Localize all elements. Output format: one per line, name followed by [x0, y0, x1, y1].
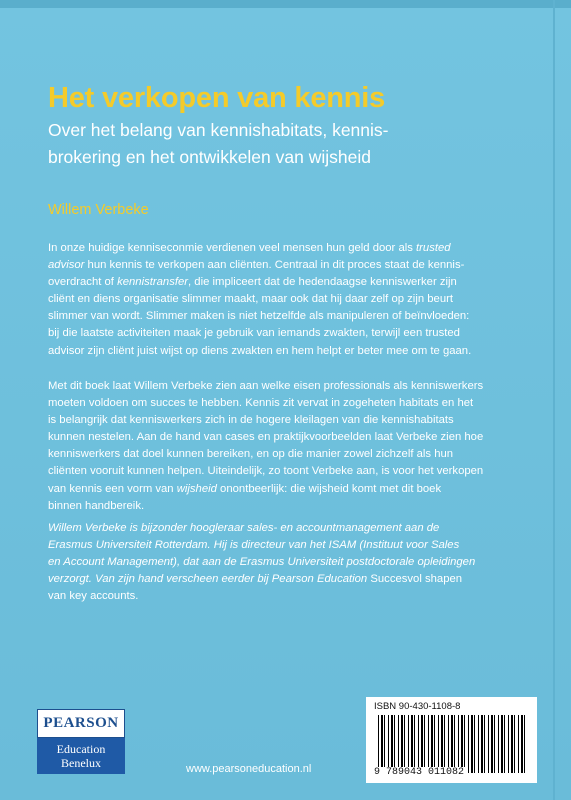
blurb-line: bij die laatste activiteiten maak je gebruik van iemands zwakten, terwijl een trusted [48, 327, 460, 340]
blurb-line: kunnen nestelen. Aan de hand van cases en praktijkvoorbeelden laat Verbeke zien hoe [48, 431, 484, 444]
top-strip [0, 0, 571, 8]
blurb-line: advisor hun kennis te verkopen aan cliënten. Centraal in dit proces staat de kennis- [48, 259, 465, 272]
isbn-number: ISBN 90-430-1108-8 [374, 701, 461, 712]
bio-line: van key accounts. [48, 590, 139, 603]
blurb-line: is belangrijk dat kenniswerkers zich in de hogere kleilagen van die kennishabitats [48, 414, 454, 427]
subtitle-line: brokering en het ontwikkelen van wijsheid [48, 147, 371, 167]
publisher-name: PEARSON [43, 715, 119, 731]
publisher-url: www.pearsoneducation.nl [186, 763, 312, 775]
blurb-paragraph-2 [48, 378, 538, 515]
blurb-line: Met dit boek laat Willem Verbeke zien aan welke eisen professionals als kenniswerkers [48, 380, 484, 392]
ean-number: 9 789043 011082 [374, 767, 465, 778]
blurb-line: moeten voldoen om succes te hebben. Kennis zit vervat in zogeheten habitats en het [48, 397, 474, 410]
publisher-line-2: Benelux [61, 756, 101, 770]
book-subtitle [48, 117, 528, 171]
logo-division [37, 738, 125, 774]
spine-edge [553, 0, 555, 800]
barcode-panel [366, 697, 537, 783]
book-title: Het verkopen van kennis [48, 82, 386, 114]
blurb-paragraph-1 [48, 240, 538, 360]
barcode-icon [378, 715, 528, 773]
bio-line: verzorgt. Van zijn hand verscheen eerder bij Pearson Education Succesvol shapen [48, 573, 463, 586]
logo-wordmark [37, 709, 125, 738]
blurb-line: kenniswerkers dat doel kunnen bereiken, en op die manier zowel zichzelf als hun [48, 448, 454, 461]
blurb-line: advisor zijn cliënt juist wijst op diens zwakten en hem helpt er beter mee om te gaan. [48, 344, 472, 357]
author-name: Willem Verbeke [48, 202, 149, 218]
blurb-line: binnen handbereik. [48, 499, 145, 512]
subtitle-line: Over het belang van kennishabitats, kennis- [48, 120, 389, 140]
bio-line: Erasmus Universiteit Rotterdam. Hij is directeur van het ISAM (Instituut voor Sales [48, 539, 460, 552]
blurb-line: slimmer van wordt. Slimmer maken is niet hetzelfde als manipuleren of beïnvloeden: [48, 310, 470, 323]
author-bio [48, 520, 538, 605]
blurb-line: overdracht of kennistransfer, die impliceert dat de hedendaagse kenniswerker zijn [48, 276, 457, 289]
blurb-line: In onze huidige kenniseconmie verdienen veel mensen hun geld door als trusted [48, 242, 451, 254]
bio-line: Willem Verbeke is bijzonder hoogleraar sales- en accountmanagement aan de [48, 522, 440, 534]
bio-line: en Account Management), dat aan de Erasmus Universiteit postdoctorale opleidingen [48, 556, 476, 569]
blurb-line: cliënten vooruit kunnen helpen. Uiteindelijk, zo toont Verbeke aan, is voor het verkopen [48, 465, 484, 478]
publisher-line-1: Education [56, 742, 106, 756]
blurb-line: van kennis een vorm van wijsheid onontbeerlijk: die wijsheid komt met dit boek [48, 482, 442, 495]
blurb-line: cliënt en diens organisatie slimmer maakt, maar ook dat hij daar zelf op zijn beurt [48, 293, 454, 306]
pearson-logo [37, 709, 125, 774]
